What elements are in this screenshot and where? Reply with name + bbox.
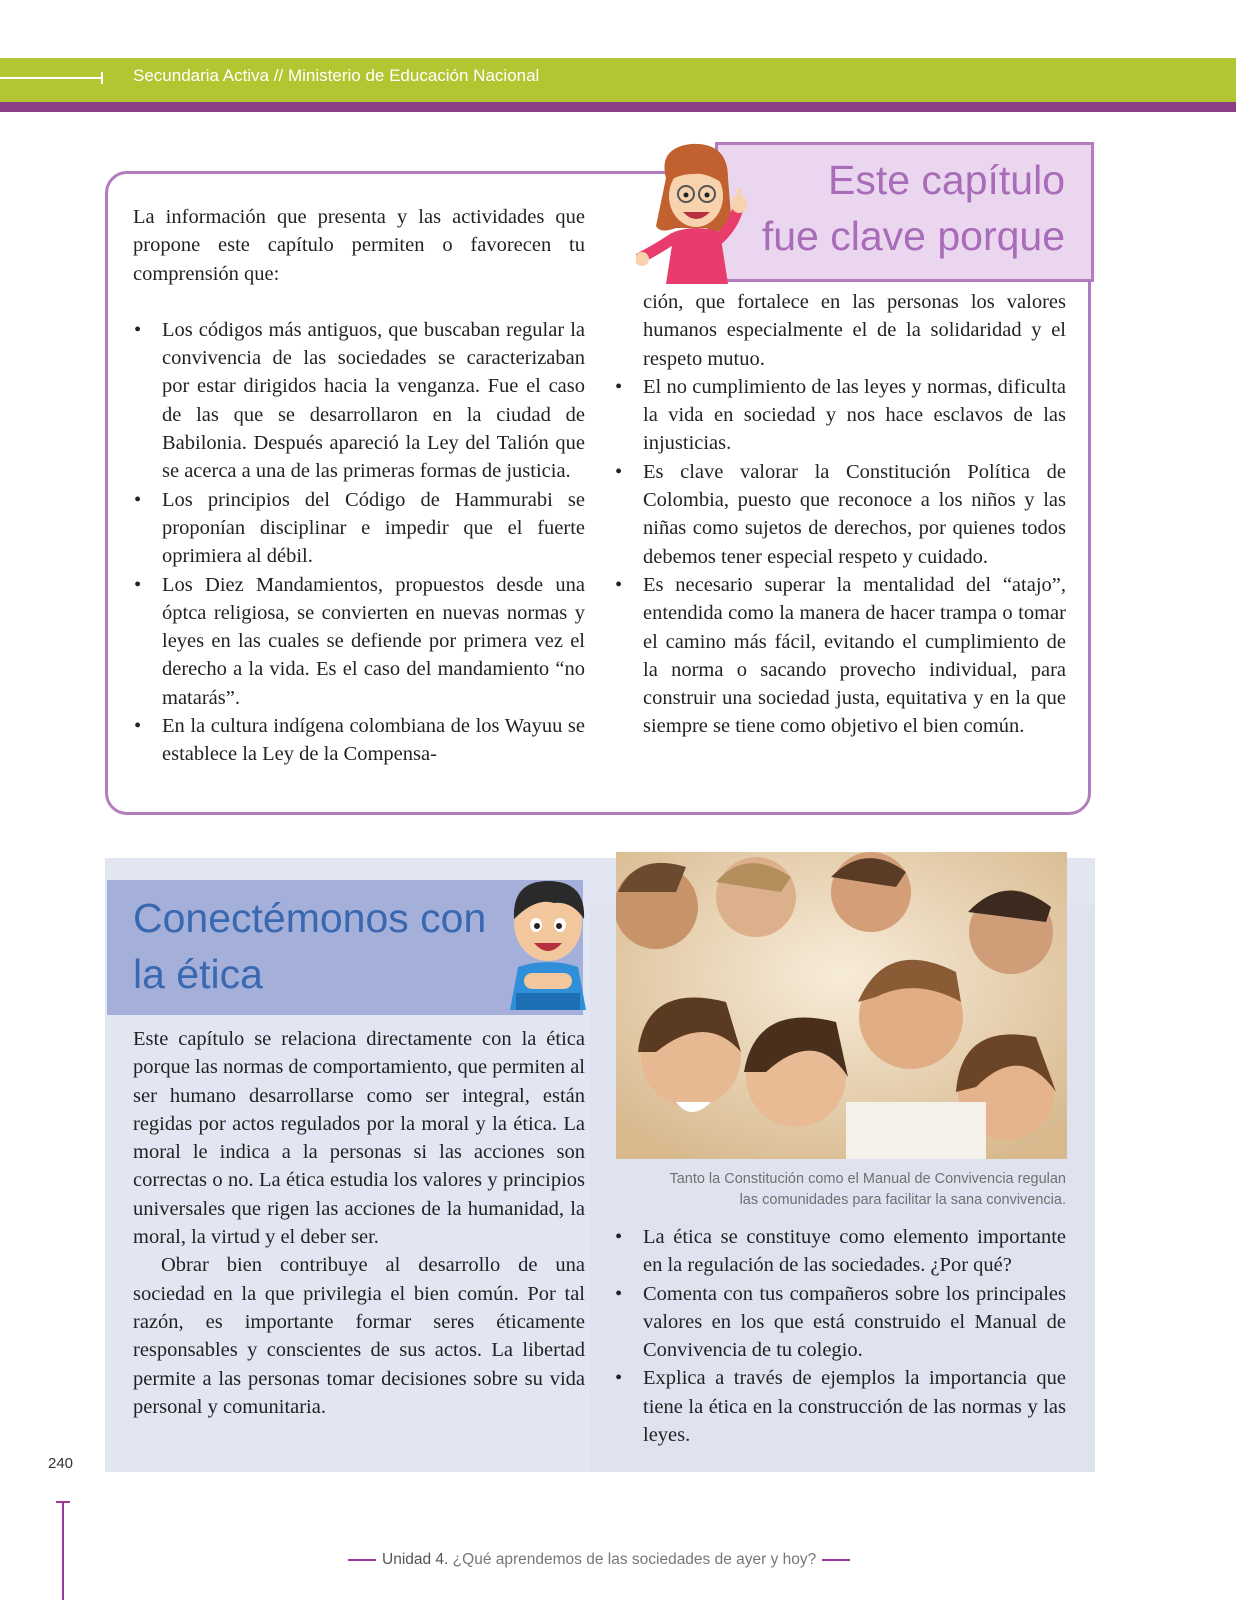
list-item: • Comenta con tus compañeros sobre los principales valores en los que está construido el Manual de Convivencia de tu colegio. xyxy=(614,1280,1066,1365)
footer-title: ¿Qué aprendemos de las sociedades de ayer y hoy? xyxy=(452,1551,817,1568)
clave-intro: La información que presenta y las actividades que propone este capítulo permiten o favorecen tu comprensión que: xyxy=(133,206,585,285)
footer-unit: Unidad 4. xyxy=(382,1551,449,1568)
clave-right-column xyxy=(614,288,1066,741)
boy-mascot-icon xyxy=(502,875,592,1010)
footer xyxy=(342,1551,856,1569)
group-photo xyxy=(616,852,1067,1159)
list-item: • Los Diez Mandamientos, propuestos desde una óptca religiosa, se convierten en nuevas normas y leyes en las cuales se defiende por primera vez el derecho a la vida. Es el caso del mandamiento “no matarás”. xyxy=(133,571,585,712)
caption-line2: las comunidades para facilitar la sana convivencia. xyxy=(739,1192,1066,1208)
header-tick xyxy=(101,72,103,84)
etica-left-column xyxy=(133,1025,585,1421)
etica-paragraph-1: Este capítulo se relaciona directamente con la ética porque las normas de comportamiento, que permiten al ser humano desarrollarse como ser integral, están regidas por actos regulados por la moral y la ética. La moral le indica a la personas si las acciones son correctas o no. La ética estudia los valores y principios universales que rigen las acciones de la humanidad, la moral, la virtud y el deber ser. xyxy=(133,1028,586,1249)
caption-line1: Tanto la Constitución como el Manual de Convivencia regulan xyxy=(669,1171,1066,1187)
etica-paragraph-2: Obrar bien contribuye al desarrollo de una sociedad en la que privilegia el bien común. Por tal razón, es importante formar seres éticamente responsables y conscientes de sus actos. La libertad permite a las personas tomar decisiones sobre su vida personal y comunitaria. xyxy=(133,1254,585,1418)
clave-title xyxy=(715,152,1065,264)
footer-line-left xyxy=(348,1559,376,1561)
page-number: 240 xyxy=(48,1455,74,1472)
etica-title-line1: Conectémonos con xyxy=(133,895,487,941)
header-line xyxy=(0,77,103,79)
clave-left-column xyxy=(133,203,585,769)
etica-list xyxy=(614,1223,1066,1449)
footer-rule xyxy=(62,1502,64,1600)
list-item: • El no cumplimiento de las leyes y normas, dificulta la vida en sociedad y nos hace esclavos de las injusticias. xyxy=(614,373,1066,458)
etica-title-line2: la ética xyxy=(133,951,263,997)
list-item: • Es clave valorar la Constitución Política de Colombia, puesto que reconoce a los niños y las niñas como sujetos de derechos, por quienes todos debemos tener especial respeto y cuidado. xyxy=(614,458,1066,571)
list-item: • Los códigos más antiguos, que buscaban regular la convivencia de las sociedades se caracterizaban por estar dirigidos hacia la venganza. Fue el caso de las que se desarrollaron en la ciudad de Babilonia. Después apareció la Ley del Talión que se acerca a una de las primeras formas de justicia. xyxy=(133,316,585,486)
list-item: • Es necesario superar la mentalidad del “atajo”, entendida como la manera de hacer trampa o tomar el camino más fácil, evitando el cumplimiento de la norma o sacando provecho individual, para construir una sociedad justa, equitativa y en la que siempre se tiene como objetivo el bien común. xyxy=(614,571,1066,741)
list-item: • Explica a través de ejemplos la importancia que tiene la ética en la construcción de las normas y las leyes. xyxy=(614,1364,1066,1449)
clave-continuation: ción, que fortalece en las personas los valores humanos especialmente el de la solidaridad y el respeto mutuo. xyxy=(643,291,1066,370)
photo-caption xyxy=(622,1169,1066,1211)
list-item: • En la cultura indígena colombiana de los Wayuu se establece la Ley de la Compensa- xyxy=(133,712,585,769)
header-stripe xyxy=(0,102,1236,112)
list-item: • Los principios del Código de Hammurabi se proponían disciplinar e impedir que el fuerte oprimiera al débil. xyxy=(133,486,585,571)
header-title: Secundaria Activa // Ministerio de Educación Nacional xyxy=(133,66,540,85)
girl-mascot-icon xyxy=(636,138,761,284)
clave-right-list xyxy=(614,373,1066,741)
clave-title-line2: fue clave porque xyxy=(761,213,1065,259)
etica-title xyxy=(133,890,486,1002)
clave-left-list xyxy=(133,316,585,769)
footer-line-right xyxy=(822,1559,850,1561)
list-item: • La ética se constituye como elemento importante en la regulación de las sociedades. ¿Por qué? xyxy=(614,1223,1066,1280)
etica-right-column xyxy=(614,1223,1066,1449)
clave-title-line1: Este capítulo xyxy=(827,157,1065,203)
